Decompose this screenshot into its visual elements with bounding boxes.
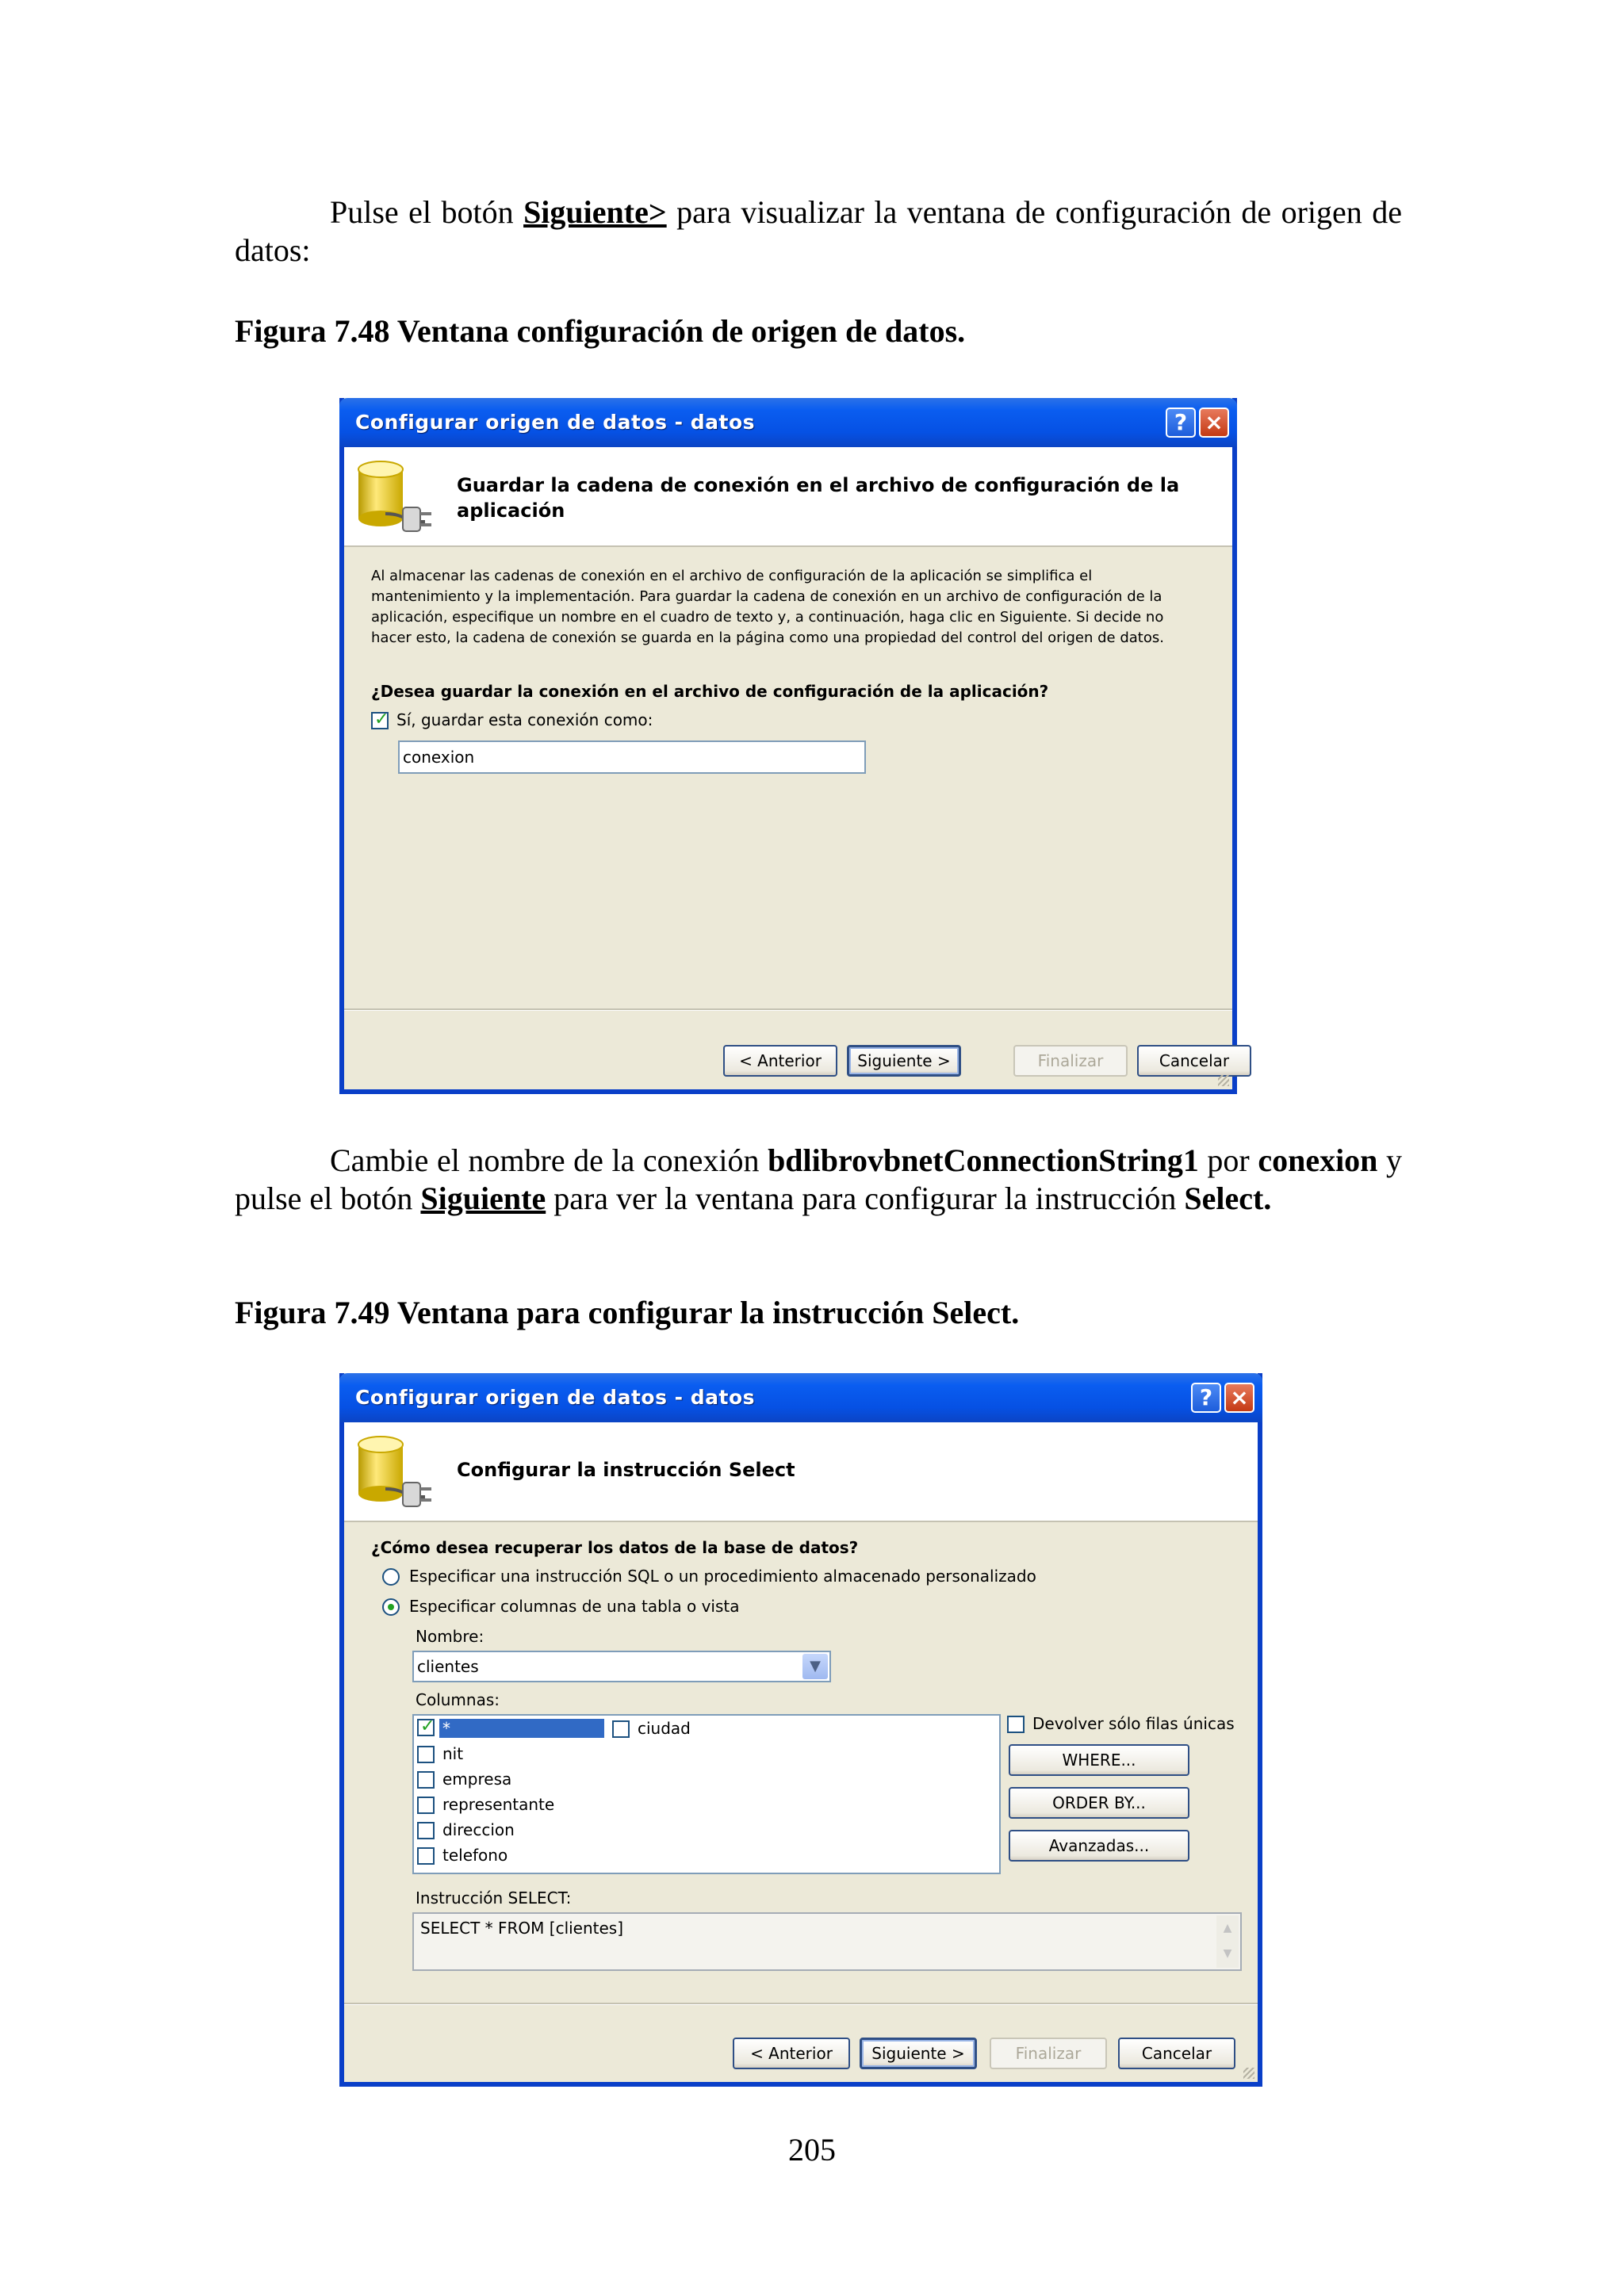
resize-grip[interactable] (1218, 1075, 1229, 1086)
close-button[interactable]: × (1224, 1383, 1254, 1413)
table-name-select[interactable]: clientes ▼ (412, 1651, 831, 1682)
save-question: ¿Desea guardar la conexión en el archivo de configuración de la aplicación? (371, 682, 1049, 701)
list-item[interactable]: ciudad (638, 1719, 691, 1738)
wizard-header-text: Configurar la instrucción Select (457, 1459, 795, 1481)
finish-button[interactable]: Finalizar (990, 2038, 1107, 2069)
title-bar (339, 1373, 1262, 1422)
table-name-label: Nombre: (416, 1627, 485, 1646)
resize-grip[interactable] (1243, 2068, 1254, 2079)
database-icon (354, 1433, 449, 1513)
column-checkbox-nit[interactable] (417, 1746, 435, 1763)
where-button[interactable]: WHERE... (1009, 1744, 1189, 1776)
next-button[interactable]: Siguiente > (860, 2038, 977, 2069)
footer-separator (344, 2003, 1258, 2005)
intro-paragraph: Pulse el botón Siguiente> para visualizar la ventana de configuración de origen de datos: (235, 194, 1402, 268)
figure-caption-7-48: Figura 7.48 Ventana configuración de origen de datos. (235, 313, 966, 349)
title-bar (339, 398, 1237, 447)
advanced-button[interactable]: Avanzadas... (1009, 1830, 1189, 1862)
retrieve-question: ¿Cómo desea recuperar los datos de la base de datos? (371, 1538, 859, 1557)
dialog-title: Configurar origen de datos - datos (355, 1386, 755, 1409)
next-button[interactable]: Siguiente > (847, 1045, 961, 1077)
close-button[interactable]: × (1199, 408, 1229, 438)
wizard-header-text: Guardar la cadena de conexión en el archivo de configuración de la aplicación (457, 474, 1180, 522)
cancel-button[interactable]: Cancelar (1118, 2038, 1235, 2069)
database-icon (354, 458, 449, 538)
column-checkbox-direccion[interactable] (417, 1822, 435, 1839)
back-button[interactable]: < Anterior (723, 1045, 837, 1077)
figure-caption-7-49: Figura 7.49 Ventana para configurar la instrucción Select. (235, 1295, 1020, 1330)
columns-list[interactable] (412, 1714, 1001, 1874)
finish-button[interactable]: Finalizar (1013, 1045, 1128, 1077)
select-statement-label: Instrucción SELECT: (416, 1888, 572, 1908)
wizard-header (344, 447, 1232, 547)
list-item[interactable]: * (439, 1719, 604, 1738)
column-checkbox-representante[interactable] (417, 1797, 435, 1814)
column-checkbox-empresa[interactable] (417, 1771, 435, 1789)
instructions-paragraph: Cambie el nombre de la conexión bdlibrovbnetConnectionString1 por conexion y pulse el botón Siguiente para ver la ventana para configurar la instrucción Select. (235, 1142, 1402, 1216)
radio-custom-sql[interactable] (382, 1568, 400, 1586)
save-connection-checkbox[interactable]: ✓ (371, 712, 389, 729)
select-statement-box[interactable] (412, 1912, 1242, 1971)
radio-table-columns-label: Especificar columnas de una tabla o vista (409, 1597, 740, 1616)
radio-custom-sql-label: Especificar una instrucción SQL o un procedimiento almacenado personalizado (409, 1567, 1036, 1586)
scroll-up-icon[interactable]: ▲ (1223, 1922, 1232, 1934)
help-button[interactable]: ? (1166, 408, 1196, 438)
list-item[interactable]: nit (442, 1744, 464, 1763)
column-checkbox-star[interactable]: ✓ (417, 1719, 435, 1736)
list-item[interactable]: telefono (442, 1846, 508, 1865)
save-connection-label: Sí, guardar esta conexión como: (396, 710, 653, 729)
list-item[interactable]: direccion (442, 1820, 515, 1839)
dialog-save-connection (339, 398, 1237, 1094)
page-number: 205 (788, 2132, 836, 2168)
orderby-button[interactable]: ORDER BY... (1009, 1787, 1189, 1819)
list-item[interactable]: empresa (442, 1770, 512, 1789)
help-button[interactable]: ? (1191, 1383, 1221, 1413)
distinct-rows-checkbox[interactable] (1007, 1716, 1025, 1733)
description-text: Al almacenar las cadenas de conexión en el archivo de configuración de la aplicación se simplifica el mantenimiento y la implementación. Para guardar la cadena de conexión en un archivo de configuración de la aplicación, especifique un nombre en el cuadro de texto y, a continuación, haga clic en Siguiente. Si decide no hacer esto, la cadena de conexión se guarda en la página como una propiedad del control del origen de datos. (371, 568, 1164, 646)
footer-separator (344, 1008, 1232, 1011)
column-checkbox-ciudad[interactable] (612, 1720, 630, 1738)
chevron-down-icon[interactable]: ▼ (802, 1654, 828, 1679)
wizard-header (344, 1422, 1258, 1522)
cancel-button[interactable]: Cancelar (1137, 1045, 1251, 1077)
connection-name-input[interactable]: conexion (398, 740, 866, 774)
dialog-title: Configurar origen de datos - datos (355, 411, 755, 434)
radio-table-columns[interactable] (382, 1598, 400, 1616)
back-button[interactable]: < Anterior (733, 2038, 850, 2069)
list-item[interactable]: representante (442, 1795, 555, 1814)
scrollbar[interactable] (1216, 1915, 1239, 1968)
select-statement-text: SELECT * FROM [clientes] (420, 1919, 624, 1938)
column-checkbox-telefono[interactable] (417, 1847, 435, 1865)
dialog-configure-select (339, 1373, 1262, 2087)
scroll-down-icon[interactable]: ▼ (1223, 1947, 1232, 1960)
columns-label: Columnas: (416, 1690, 500, 1709)
distinct-rows-label: Devolver sólo filas únicas (1032, 1714, 1235, 1733)
